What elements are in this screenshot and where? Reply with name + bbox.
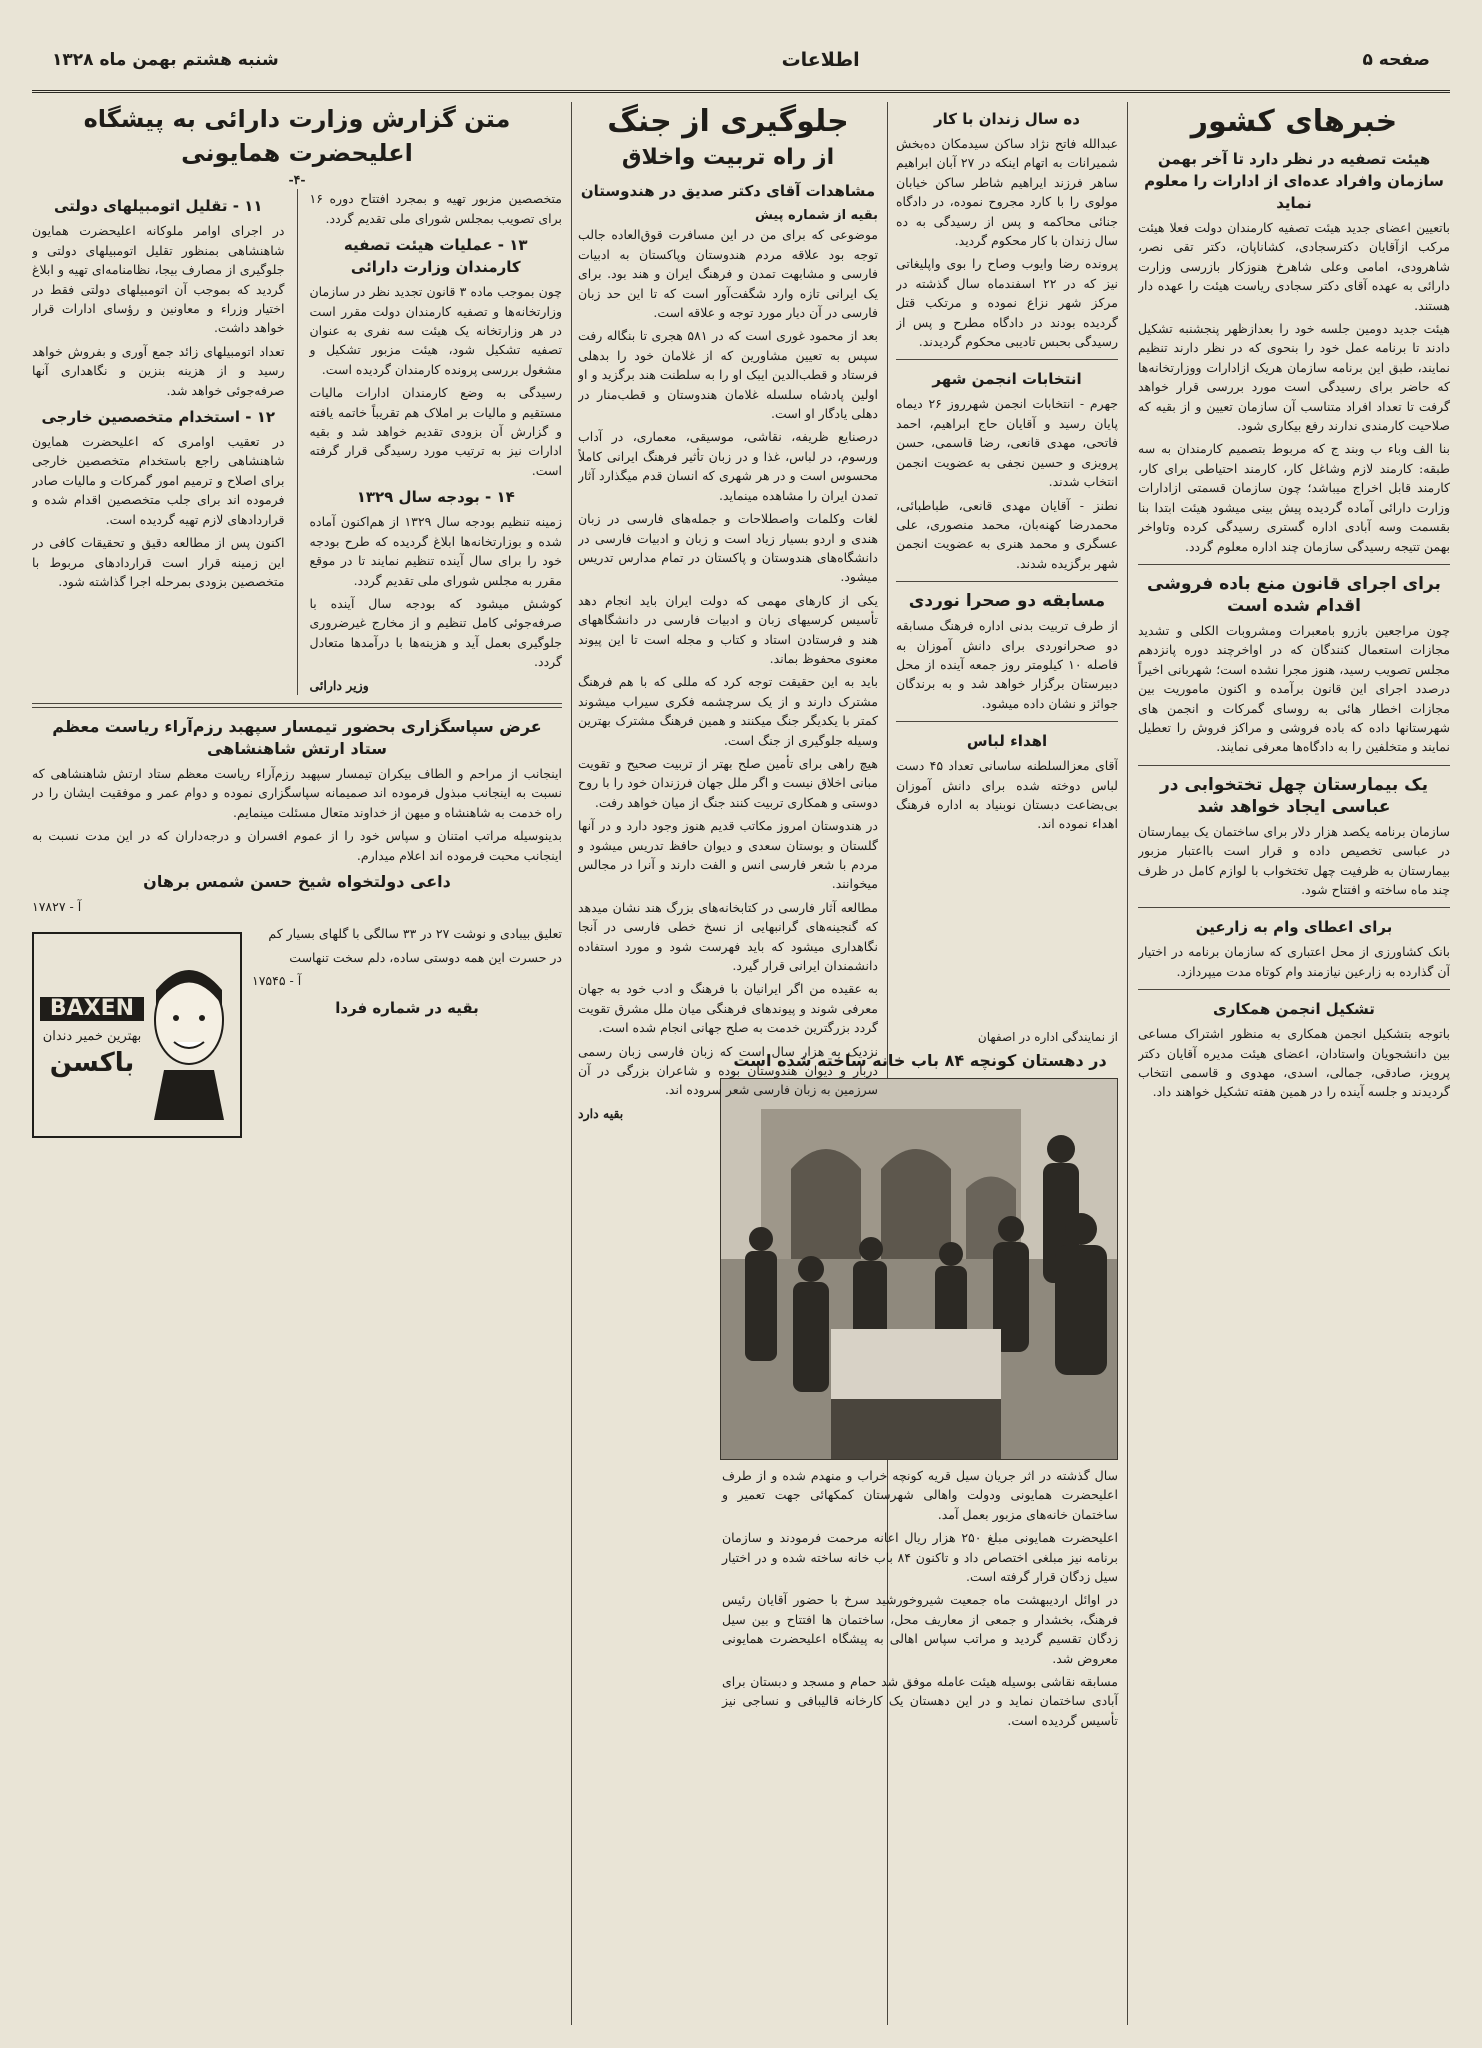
article-text: تعداد اتومبیلهای زائد جمع آوری و بفروش خواهد رسید و از هزینه بنزین و نگاهداری آنها صرفه‌جوئی خواهد شد. xyxy=(32,343,285,398)
report-part: -۴- xyxy=(288,172,306,187)
headline: انتخابات انجمن شهر xyxy=(932,370,1082,389)
article-text: هیئت جدید دومین جلسه خود را بعدازظهر پنجشنبه تشکیل دادند تا برنامه عمل خود را بنحوی که در نظر دارند تنظیم نمایند، طبق این برنامه سازمان هریک ازادارات ووزارتخانه‌ها که حاضر برای رسیدگی است مورد بررسی قرار خواهد گرفت تا تعداد افراد متناسب آن سازمان تعیین و از بقیه که صلاحیت کارمندی ندارند رفع بیکاری شود. xyxy=(1138,321,1450,434)
signature: وزیر دارائی xyxy=(309,677,369,693)
section-title: خبرهای کشور xyxy=(1190,104,1398,139)
headline: عرض سپاسگزاری بحضور تیمسار سپهبد رزم‌آراء ریاست معظم ستاد ارتش شاهنشاهی xyxy=(52,716,542,758)
article-text: متخصصین مزبور تهیه و بمجرد افتتاح دوره ۱۶ برای تصویب بمجلس شورای ملی تقدیم گردد. xyxy=(309,191,562,226)
ad-code: آ - ۱۷۵۴۵ xyxy=(252,973,302,989)
article-text: در هندوستان امروز مکاتب قدیم هنوز وجود دارد و در آنها گلستان و بوستان سعدی و دیوان حافظ تدریس میشود و مردم با شعر فارسی انس و الفت دارند و آنرا در مجالس میخوانند. xyxy=(578,818,878,892)
article-text: در اجرای اوامر ملوکانه اعلیحضرت همایون شاهنشاهی بمنظور تقلیل اتومبیلهای دولتی و جلوگیری از مصارف بیجا، نظامنامه‌ای تهیه و ابلاغ گردید که بموجب آن اتومبیلهای دولتی فقط در اختیار وزراء و معاونین و رؤسای ادارات قرار خواهد داشت. xyxy=(32,223,285,336)
newspaper-name: اطلاعات xyxy=(781,49,860,71)
signature: داعی دولتخواه شیخ حسن شمس برهان xyxy=(143,871,451,891)
article-text: هیچ راهی برای تأمین صلح بهتر از تربیت صحیح و تقویت مبانی اخلاق نیست و اگر ملل جهان فرزندان خود را با روح دوستی و همکاری تربیت کنند جنگ از میان خواهد رفت. xyxy=(578,755,878,810)
issue-date: شنبه هشتم بهمن ماه ۱۳۲۸ xyxy=(52,50,279,70)
article-text: کوشش میشود که بودجه سال آینده با صرفه‌جوئی کامل تنظیم و از مخارج غیرضروری جلوگیری بعمل آید و هزینه‌ها با درآمدها متعادل گردد. xyxy=(309,595,562,670)
headline: ده سال زندان با کار xyxy=(934,110,1080,128)
article-text: باید به این حقیقت توجه کرد که مللی که با هم فرهنگ مشترک دارند و از یک سرچشمه فکری سیراب میشوند کمتر با یکدیگر جنگ میکنند و همین فرهنگ مشترک بهترین وسیله جلوگیری از جنگ است. xyxy=(578,674,878,748)
photo-tag: از نمایندگی اداره در اصفهان xyxy=(977,1030,1118,1044)
column-rule xyxy=(1127,102,1128,2025)
article-text: عبدالله فاتح نژاد ساکن سیدمکان ده‌بخش شمیرانات به اتهام اینکه در ۲۷ آبان ابراهیم ساهر فرزند ایراهیم شاطر ساکن خیابان مولوی را با کارد مجروح نموده، در دادگاه جنائی محاکمه و پس از رسیدگی به ده سال زندان با کار محکوم گردید. xyxy=(896,136,1118,249)
to-be-continued: بقیه دارد xyxy=(578,1105,624,1121)
newspaper-page xyxy=(32,30,1450,2025)
headline: ۱۴ - بودجه سال ۱۳۲۹ xyxy=(356,488,515,507)
article-text: از طرف تربیت بدنی اداره فرهنگ مسابقه دو صحرانوردی برای دانش آموزان به فاصله ۱۰ کیلومتر روز جمعه آینده از محل دبیرستان برگزار خواهد شد و به برندگان جوائز و نشان داده میشود. xyxy=(896,618,1118,711)
headline: ۱۲ - استخدام متخصصین خارجی xyxy=(41,408,276,427)
article-text: بانک کشاورزی از محل اعتباری که سازمان برنامه در اختیار آن گذارده به زارعین نیازمند وام کوتاه مدت میپردازد. xyxy=(1138,944,1450,979)
headline: برای اجرای قانون منع باده فروشی اقدام شده است xyxy=(1147,573,1441,616)
headline: هیئت تصفیه در نظر دارد تا آخر بهمن سازمان وافراد عده‌ای از ادارات را معلوم نماید xyxy=(1144,150,1444,212)
column-report xyxy=(32,102,562,2025)
article-text: رسیدگی به وضع کارمندان ادارات مالیات مستقیم و مالیات بر املاک هم تقریباً خاتمه یافته و گزارش آن بزودی تقدیم خواهد شد و بقیه ادارات نیز به ترتیب مورد رسیدگی قرار گرفته است. xyxy=(309,385,562,478)
article-text: چون مراجعین بازرو بامعبرات ومشروبات الکلی و تشدید مجازات استعمال کنندگان که در اواخرچند دوره پانزدهم مجلس تصویب رسید، هنوز مجرا نشده است؛ شهربانی اخیراً درصدد اجرای این قانون برآمده و اکنون ماموریت بین مجازات اخطار هائی به روسای گمرکات و انجمن های شهرستانها داده که باده فروشی و مراکز فروش را تعطیل نمایند و متخلفین را به دادگاه‌ها معرفی نمایند. xyxy=(1138,622,1450,755)
feature-subtitle: از راه تربیت واخلاق xyxy=(621,145,835,170)
feature-byline: مشاهدات آقای دکتر صدیق در هندوستان xyxy=(580,182,876,200)
column-feature xyxy=(578,102,878,2025)
face-illustration-icon xyxy=(144,950,234,1120)
report-title: متن گزارش وزارت دارائی به پیشگاه اعلیحضرت همایونی xyxy=(83,105,511,167)
article-text: مسابقه نقاشی بوسیله هیئت عامله موفق شد حمام و مسجد و دبستان برای آبادی ساختمان نماید و در این دهستان یک کارخانه قالیبافی و نساجی نیز تأسیس گردیده است. xyxy=(722,1674,1118,1728)
headline: ۱۱ - تقلیل اتومبیلهای دولتی xyxy=(53,197,263,216)
article-text: یکی از کارهای مهمی که دولت ایران باید انجام دهد تأسیس کرسیهای زبان و ادبیات فارسی در دانشگاههای هند و فرستادن استاد و کتاب و مجله است تا این پیوند معنوی محفوظ بماند. xyxy=(578,592,878,666)
article-text: در حسرت این همه دوستی ساده، دلم سخت تنهاست xyxy=(289,949,562,965)
article-text: باتعیین اعضای جدید هیئت تصفیه کارمندان دولت فعلا هیئت مرکب ازآقایان دکترسجادی، کشاناپان، دکتر تقی نصر، شاهرودی، امامی وعلی شاهرخ هنوزکار بازرسی وزارت دارائی به عهده آقای دکتر سجادی ریاست هیئت را عهده دار هستند. xyxy=(1138,220,1450,313)
article-text: تعلیق بیبادی و نوشت ۲۷ در ۳۳ سالگی با گلهای بسیار کم xyxy=(268,926,562,942)
article-text: آقای معزالسلطنه ساسانی تعداد ۴۵ دست لباس دوخته شده برای دانش آموزان بی‌بضاعت دبستان نوبنیاد به اداره فرهنگ اهداء نموده اند. xyxy=(896,758,1118,832)
article-text: باتوجه بتشکیل انجمن همکاری به منظور اشتراک مساعی بین دانشجویان واستادان، اعضای هیئت مدیره آقایان دکتر پرویز، صادقی، جمالی، اسدی، مهدوی و قاسمی انتخاب گردیدند و جلسه آینده را در همین هفته تشکیل خواهند داد. xyxy=(1138,1026,1450,1100)
article-text: در اوائل اردیبهشت ماه جمعیت شیروخورشید سرخ با حضور آقایان رئیس فرهنگ، بخشدار و جمعی از معاریف محل، ساختمان ها افتتاح و بین سیل زدگان تقسیم گردید و مراتب سپاس اهالی به پیشگاه اعلیحضرت همایونی معروض شد. xyxy=(722,1592,1118,1666)
article-text: به عقیده من اگر ایرانیان با فرهنگ و ادب خود به جهان معرفی شوند و پیوندهای فرهنگی میان ملل مشرق تقویت گردد بزرگترین خدمت به صلح جهانی انجام شده است. xyxy=(578,981,878,1036)
ad-code: آ - ۱۷۸۲۷ xyxy=(32,898,82,914)
feature-title: جلوگیری از جنگ xyxy=(607,104,849,139)
ad-brand: BAXEN xyxy=(40,997,144,1020)
article-text: زمینه تنظیم بودجه سال ۱۳۲۹ از هم‌اکنون آماده شده و بوزارتخانه‌ها ابلاغ گردیده که طرح بودجه خود را برای سال آینده تنظیم نمایند تا در موقع مقرر به مجلس شورای ملی تقدیم گردد. xyxy=(309,514,562,588)
article-text: چون بموجب ماده ۳ قانون تجدید نظر در سازمان وزارتخانه‌ها و تصفیه کارمندان دولت مقرر است در هر وزارتخانه یک هیئت سه نفری به عنوان تصفیه تشکیل شود، هیئت مزبور تشکیل و مشغول بررسی پرونده کارمندان گردیده است. xyxy=(309,284,562,377)
article-text: بدینوسیله مراتب امتنان و سپاس خود را از عموم افسران و درجه‌داران که در این مدت نسبت به اینجانب محبت فرموده اند اعلام میدارم. xyxy=(32,828,562,863)
continued-label: بقیه در شماره فردا xyxy=(335,998,479,1017)
article-text: پرونده رضا وایوب وصاح را بوی واپلیغاتی نیز که در ۲۲ اسفندماه سال گذشته در مرکز شهر نزاع نموده و مرتکب قتل گردیده بودند در دادگاه مطرح و پس از رسیدگی بحبس تادیبی محکوم گردیدند. xyxy=(896,256,1118,350)
ad-brand-fa: باکسن xyxy=(49,1048,135,1079)
article-text: لغات وکلمات واصطلاحات و جمله‌های فارسی در زبان هندی و اردو بسیار زیاد است و زبان و ادبیات فارسی در دانشگاه‌های هندوستان و پاکستان در تمام مدارس تدریس میشود. xyxy=(578,511,878,585)
article-text: نطنز - آقایان مهدی قانعی، طباطبائی، محمدرضا کهنه‌بان، محمد منصوری، علی عسگری و محمد هنری به عضویت انجمن شهر برگزیده شدند. xyxy=(896,497,1118,571)
article-text: اینجانب از مراحم و الطاف بیکران تیمسار سپهبد رزم‌آراء ریاست معظم ستاد ارتش شاهنشاهی که نسبت به اینجانب مبذول فرموده اند صمیمانه سپاسگزاری نموده و دوام عمر و موفقیت ایشان را در راه خدمت به شاهنشاه و میهن از خداوند متعال مسئلت مینمایم. xyxy=(32,765,562,820)
headline: ۱۳ - عملیات هیئت تصفیه کارمندان وزارت دارائی xyxy=(343,236,528,277)
article-text: درصنایع ظریفه، نقاشی، موسیقی، معماری، در آداب ورسوم، در لباس، غذا و در زبان تأثیر فرهنگ ایرانی کاملاً محسوس است و در هر شهری که انسان قدم میگذارد آثار تمدن ایران را مشاهده مینماید. xyxy=(578,429,878,503)
article-text: سازمان برنامه یکصد هزار دلار برای ساختمان یک بیمارستان در عباسی تخصیص داده و قرار است بااعتبار مزبور بیمارستان به ظرفیت چهل تختخواب با لوازم کامل در ظرف چند ماه ساخته و افتتاح شود. xyxy=(1138,823,1450,897)
article-text: نزدیک به هزار سال است که زبان فارسی زبان رسمی دربار و دیوان هندوستان بوده و شاعران بزرگی در آن سرزمین به زبان فارسی شعر سروده اند. xyxy=(578,1043,878,1098)
headline: برای اعطای وام به زارعین xyxy=(1195,918,1393,937)
headline: تشکیل انجمن همکاری xyxy=(1213,1000,1375,1019)
column-rule xyxy=(571,102,572,2025)
article-text: سال گذشته در اثر جریان سیل قریه کونچه خراب و منهدم شده و از طرف اعلیحضرت همایونی ودولت واهالی شهرستان کمکهائی جهت تعمیر و ساختمان خانه‌های مزبور بعمل آمد. xyxy=(722,1468,1118,1522)
article-text: در تعقیب اوامری که اعلیحضرت همایون شاهنشاهی راجع باستخدام متخصصین خارجی برای اصلاح و ترمیم امور گمرکات و مالیات صادر فرموده اند برای جلب متخصصین اقدام شده و قراردادهای لازم تهیه گردیده است. xyxy=(32,434,285,527)
column-news xyxy=(1138,102,1450,2025)
article-text: اکنون پس از مطالعه دقیق و تحقیقات کافی در این زمینه قرار است قراردادهای مربوط با متخصصین بزودی بمرحله اجرا گذاشته شود. xyxy=(32,535,285,589)
ad-tagline: بهترین خمیر دندان xyxy=(42,1028,142,1044)
article-text: بعد از محمود غوری است که در ۵۸۱ هجری تا بنگاله رفت سپس به تعیین مشاورین که از غلامان خود را بدهلی فرستاد و قطب‌الدین ایبک او را به سلطنت هند برگزید و او اولین پادشاه سلسله غلامان هندوستان و قطب‌منار در دهلی یادگار او است. xyxy=(578,328,878,422)
article-text: جهرم - انتخابات انجمن شهرروز ۲۶ دیماه پایان رسید و آقایان حاج ابراهیم، احمد فاتحی، مهدی قانعی، رضا قاسمی، حسن پرویزی و حسین نجفی به عضویت انجمن انتخاب شدند. xyxy=(896,396,1118,490)
headline: اهداء لباس xyxy=(966,732,1048,751)
article-text: بنا الف وباء ب وبند ج که مربوط بتصمیم کارمندان به سه طبقه: کارمند لازم وشاغل کار، کارمند احتیاطی برای کار، کارمند قابل اخراج میباشد؛ چون سازمان قسمتی ازادارات وزارت دارائی آماده گردیده پیش بینی میشود هیئت ابتدا بنا بقسمت وسه آبادی اداره گستری رسیدگی کرده وتاواخر بهمن تتیجه رسیدگی سازمان چند اداره معلوم گردد. xyxy=(1138,441,1450,554)
headline: یک بیمارستان چهل تختخوابی در عباسی ایجاد خواهد شد xyxy=(1160,774,1428,817)
article-text: موضوعی که برای من در این مسافرت قوق‌العاده جالب توجه بود علاقه مردم هندوستان وپاکستان به ادبیات فارسی و مشابهت تمدن و فرهنگ ایران و هند بود. برای یک ایرانی تازه وارد شگفت‌آور است که تا این حد زبان فارسی در آن دیار مورد توجه و علاقه است. xyxy=(578,227,878,321)
headline: مسابقه دو صحرا نوردی xyxy=(908,591,1106,612)
article-text: اعلیحضرت همایونی مبلغ ۲۵۰ هزار ریال اعانه مرحمت فرمودند و سازمان برنامه نیز مبلغی اختصاص داد و تاکنون ۸۴ باب خانه ساخته شده و در اختیار سیل زدگان قرار گرفته است. xyxy=(722,1530,1118,1585)
article-text: مطالعه آثار فارسی در کتابخانه‌های بزرگ هند نشان میدهد که گنجینه‌های گرانبهایی از نسخ خطی فارسی در آنجا نگاهداری میشود که باید فهرست شود و مورد استفاده دانشمندان ایرانی قرار گیرد. xyxy=(578,899,878,974)
baxen-advertisement xyxy=(32,932,242,1138)
masthead xyxy=(32,30,1450,93)
page-number: صفحه ۵ xyxy=(1362,50,1430,70)
continued-label: بقیه از شماره پیش xyxy=(754,208,878,223)
photo-headline: در دهستان کونچه ۸۴ باب خانه ساخته شده است xyxy=(733,1051,1107,1070)
